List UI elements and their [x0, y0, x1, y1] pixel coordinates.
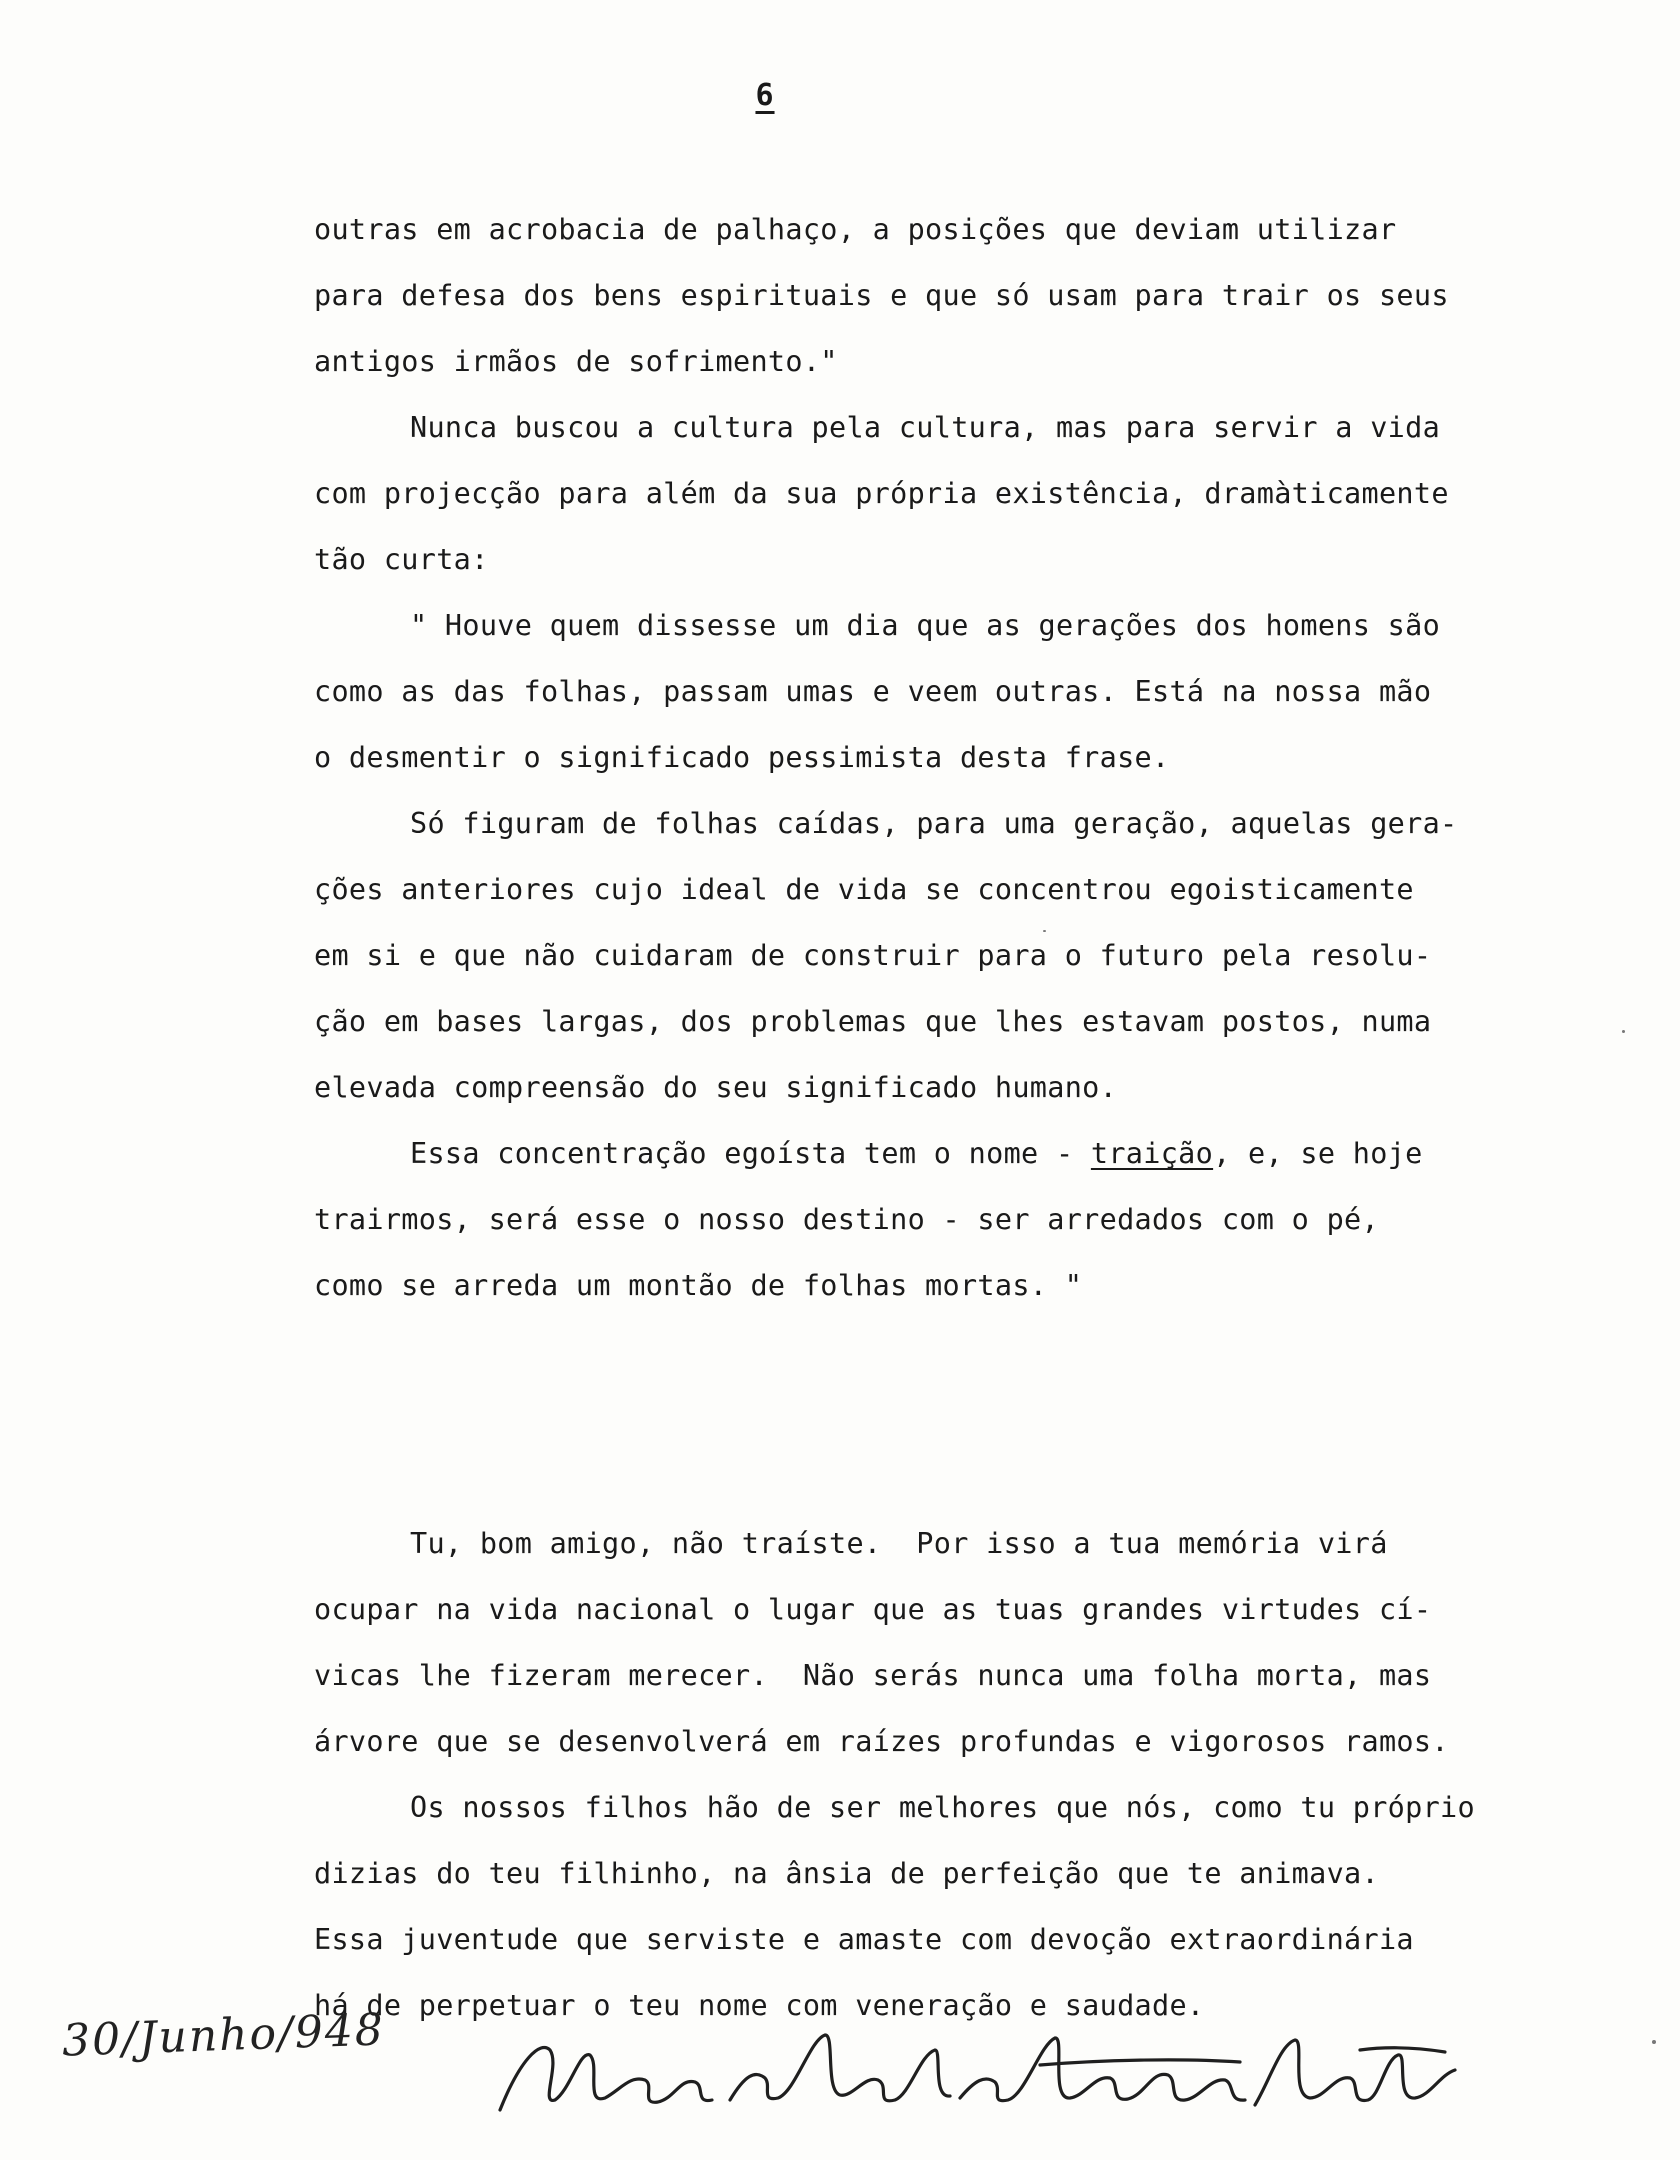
text-line [314, 1121, 1634, 1187]
underlined-word: traição [1090, 1137, 1214, 1170]
text-line: antigos irmãos de sofrimento." [314, 345, 838, 378]
text-line: como as das folhas, passam umas e veem outras. Está na nossa mão [314, 675, 1432, 708]
handwritten-signature [480, 2020, 1470, 2130]
text-line: dizias do teu filhinho, na ânsia de perfeição que te animava. [314, 1857, 1379, 1890]
text-line: como se arreda um montão de folhas mortas. " [314, 1269, 1083, 1302]
text-line: ções anteriores cujo ideal de vida se concentrou egoisticamente [314, 873, 1414, 906]
text-line: árvore que se desenvolverá em raízes profundas e vigorosos ramos. [314, 1725, 1449, 1758]
text-line: vicas lhe fizeram merecer. Não serás nunca uma folha morta, mas [314, 1659, 1432, 1692]
text-line: ção em bases largas, dos problemas que lhes estavam postos, numa [314, 1005, 1432, 1038]
page-speck [1043, 930, 1046, 932]
page-number: 6 [755, 78, 775, 113]
text-line: outras em acrobacia de palhaço, a posições que deviam utilizar [314, 213, 1397, 246]
text-segment: Essa concentração egoísta tem o nome - [410, 1137, 1091, 1170]
text-segment: , e, se hoje [1213, 1137, 1423, 1170]
text-line: trairmos, será esse o nosso destino - ser arredados com o pé, [314, 1203, 1379, 1236]
text-line: há de perpetuar o teu nome com veneração e saudade. [314, 1989, 1205, 2022]
text-line: Os nossos filhos hão de ser melhores que nós, como tu próprio [410, 1791, 1475, 1824]
text-line: o desmentir o significado pessimista desta frase. [314, 741, 1170, 774]
text-line: com projecção para além da sua própria existência, dramàticamente [314, 477, 1449, 510]
text-line: elevada compreensão do seu significado humano. [314, 1071, 1118, 1104]
text-line: " Houve quem dissesse um dia que as gerações dos homens são [410, 609, 1441, 642]
text-line: Nunca buscou a cultura pela cultura, mas para servir a vida [410, 411, 1441, 444]
page-speck [1622, 1030, 1625, 1033]
page-speck [1652, 2040, 1656, 2044]
text-line: em si e que não cuidaram de construir para o futuro pela resolu- [314, 939, 1432, 972]
text-line: Tu, bom amigo, não traíste. Por isso a tua memória virá [410, 1527, 1388, 1560]
text-line: para defesa dos bens espirituais e que só usam para trair os seus [314, 279, 1449, 312]
text-block-2 [314, 1511, 1634, 2039]
text-block-1 [314, 197, 1634, 1319]
text-line: Essa juventude que serviste e amaste com devoção extraordinária [314, 1923, 1414, 1956]
handwritten-date: 30/Junho/948 [61, 2004, 386, 2067]
text-line: tão curta: [314, 543, 489, 576]
text-line: Só figuram de folhas caídas, para uma geração, aquelas gera- [410, 807, 1458, 840]
text-line: ocupar na vida nacional o lugar que as tuas grandes virtudes cí- [314, 1593, 1432, 1626]
